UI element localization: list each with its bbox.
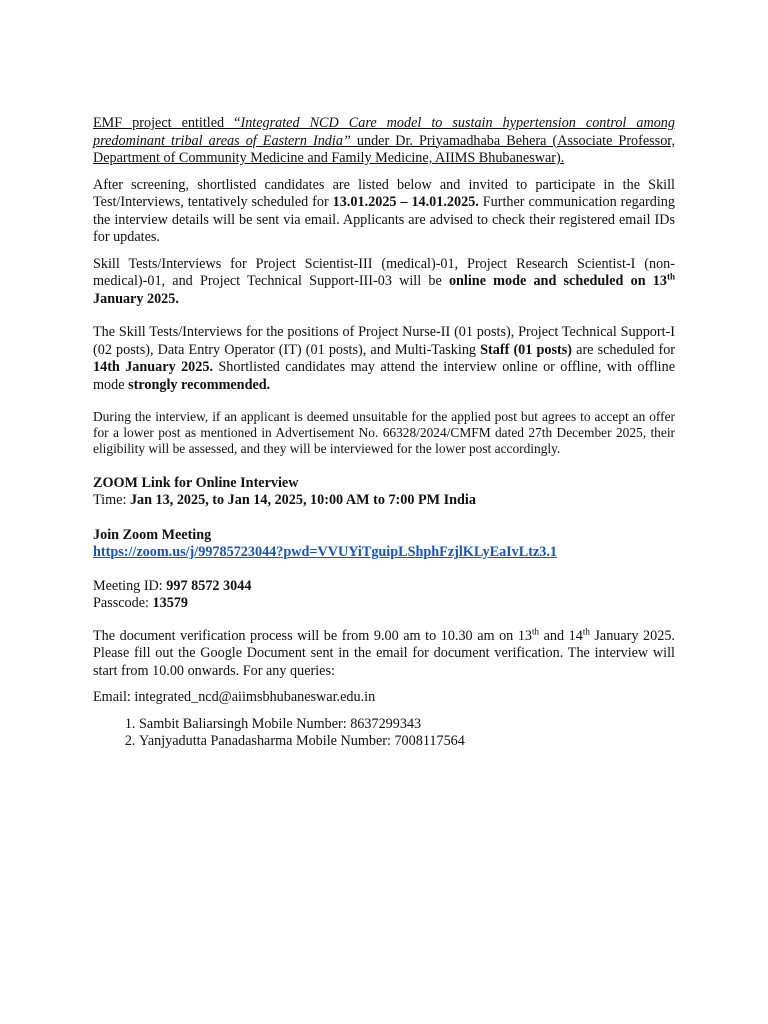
project-title: Integrated NCD Care model to sustain hypertension control among predominant tribal areas of Eastern India” xyxy=(93,115,675,149)
contact-list xyxy=(93,716,675,751)
zoom-meeting-link[interactable]: https://zoom.us/j/99785723044?pwd=VVUYiTguipLShphFzjlKLyEaIvLtz3.1 xyxy=(93,544,557,561)
email-address[interactable]: integrated_ncd@aiimsbhubaneswar.edu.in xyxy=(134,689,376,706)
intro-suffix: under Dr. Priyamadhaba Behera (Associate Professor, Department of Community Medicine and Family Medicine, AIIMS Bhubaneswar). xyxy=(93,132,675,166)
list-item: 1. Sambit Baliarsingh Mobile Number: 8637299343 xyxy=(139,716,675,734)
zoom-info: ZOOM Link for Online Interview Time: Jan 13, 2025, to Jan 14, 2025, 10:00 AM to 7:00 PM India xyxy=(93,474,476,509)
online-interview-paragraph: Skill Tests/Interviews for Project Scientist-III (medical)-01, Project Research Scientist-I (non-medical)-01, and Project Technical Support-III-03 will be online mode and scheduled on 13th January 2025. xyxy=(93,255,675,307)
join-zoom xyxy=(93,527,675,562)
contact-email: Email: integrated_ncd@aiimsbhubaneswar.edu.in xyxy=(93,689,376,706)
intro-prefix: EMF project entitled “ xyxy=(93,115,241,131)
meeting-credentials: Meeting ID: 997 8572 3044 Passcode: 13579 xyxy=(93,577,252,612)
lower-post-paragraph: During the interview, if an applicant is deemed unsuitable for the applied post but agrees to accept an offer for a lower post as mentioned in Advertisement No. 66328/2024/CMFM dated 27th December 2025, their eligibility will be assessed, and they will be interviewed for the lower post accordingly. xyxy=(93,409,675,457)
verification-paragraph: The document verification process will be from 9.00 am to 10.30 am on 13th and 14th January 2025. Please fill out the Google Document sent in the email for document verification. The interview will start from 10.00 onwards. For any queries: xyxy=(93,625,675,679)
zoom-time: Jan 13, 2025, to Jan 14, 2025, 10:00 AM to 7:00 PM India xyxy=(129,492,476,509)
list-item: 2. Yanjyadutta Panadasharma Mobile Number: 7008117564 xyxy=(139,733,675,751)
join-heading: Join Zoom Meeting xyxy=(93,526,212,543)
project-intro xyxy=(93,115,675,168)
offline-interview-paragraph: The Skill Tests/Interviews for the positions of Project Nurse-II (01 posts), Project Technical Support-I (02 posts), Data Entry Operator (IT) (01 posts), and Multi-Tasking Staff (01 posts) are scheduled for 14th January 2025. Shortlisted candidates may attend the interview online or offline, with offline mode strongly recommended. xyxy=(93,324,676,393)
interview-dates: 13.01.2025 – 14.01.2025. xyxy=(332,194,479,210)
document-body xyxy=(93,115,675,751)
meeting-id: 997 8572 3044 xyxy=(166,577,252,594)
screening-paragraph: After screening, shortlisted candidates are listed below and invited to participate in the Skill Test/Interviews, tentatively scheduled for 13.01.2025 – 14.01.2025. Further communication regarding the interview details will be sent via email. Applicants are advised to check their registered email IDs for updates. xyxy=(93,176,675,245)
zoom-heading: ZOOM Link for Online Interview xyxy=(93,474,299,491)
passcode: 13579 xyxy=(152,595,188,612)
